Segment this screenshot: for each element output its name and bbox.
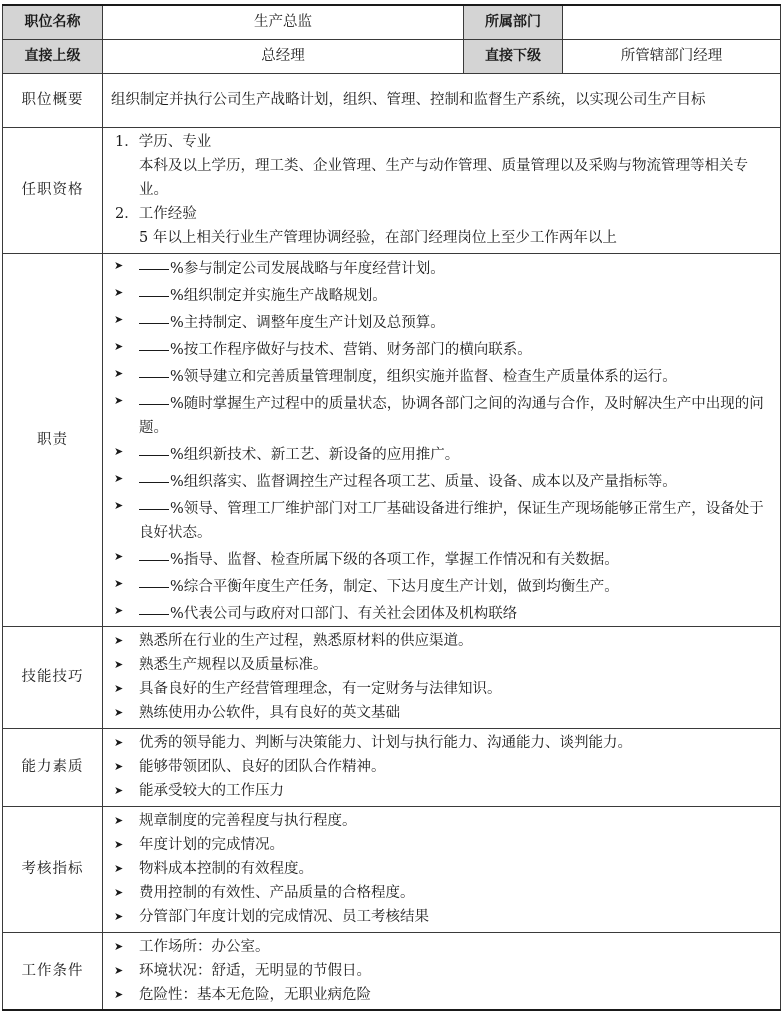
arrowhead-bullet-icon: ➤ [114, 784, 124, 797]
percent-blank [139, 440, 169, 456]
percent-blank [139, 389, 169, 405]
duties-label: 职责 [3, 253, 103, 626]
duty-item: ➤ %领导建立和完善质量管理制度，组织实施并监督、检查生产质量体系的运行。 [111, 362, 772, 389]
department-value [563, 5, 781, 39]
kpi-item: ➤ 分管部门年度计划的完成情况、员工考核结果 [111, 905, 772, 929]
position-name-label: 职位名称 [3, 5, 103, 39]
row-qualifications [3, 127, 781, 253]
duty-item: ➤ %代表公司与政府对口部门、有关社会团体及机构联络 [111, 599, 772, 626]
condition-item: ➤ 环境状况：舒适，无明显的节假日。 [111, 959, 772, 983]
duty-item: ➤ %领导、管理工厂维护部门对工厂基础设备进行维护，保证生产现场能够正常生产，设备处于良好状态。 [111, 494, 772, 545]
arrowhead-bullet-icon: ➤ [114, 987, 124, 1001]
row-position [3, 5, 781, 39]
arrowhead-bullet-icon: ➤ [114, 258, 124, 272]
duty-item: ➤ %随时掌握生产过程中的质量状态，协调各部门之间的沟通与合作，及时解决生产中出现的问题。 [111, 389, 772, 440]
conditions-cell [103, 932, 781, 1010]
arrowhead-bullet-icon: ➤ [114, 339, 124, 353]
ability-item: ➤ 能够带领团队、良好的团队合作精神。 [111, 755, 772, 779]
percent-blank [139, 572, 169, 588]
percent-blank [139, 254, 169, 270]
arrowhead-bullet-icon: ➤ [114, 963, 124, 977]
arrowhead-bullet-icon: ➤ [114, 814, 124, 827]
percent-blank [139, 335, 169, 351]
kpis-cell [103, 806, 781, 932]
kpi-item: ➤ 费用控制的有效性、产品质量的合格程度。 [111, 881, 772, 905]
row-kpis [3, 806, 781, 932]
row-skills [3, 626, 781, 728]
qualifications-label: 任职资格 [3, 127, 103, 253]
experience-heading: 2．工作经验 [115, 206, 197, 222]
arrowhead-bullet-icon: ➤ [114, 366, 124, 380]
condition-item: ➤ 工作场所：办公室。 [111, 935, 772, 959]
abilities-label: 能力素质 [3, 728, 103, 806]
kpi-item: ➤ 物料成本控制的有效程度。 [111, 857, 772, 881]
duty-item: ➤ %组织新技术、新工艺、新设备的应用推广。 [111, 440, 772, 467]
duty-item: ➤ %综合平衡年度生产任务，制定、下达月度生产计划，做到均衡生产。 [111, 572, 772, 599]
job-description-table [2, 4, 781, 1011]
row-conditions [3, 932, 781, 1010]
superior-label: 直接上级 [3, 39, 103, 73]
arrowhead-bullet-icon: ➤ [114, 706, 124, 719]
kpi-item: ➤ 规章制度的完善程度与执行程度。 [111, 809, 772, 833]
arrowhead-bullet-icon: ➤ [114, 312, 124, 326]
percent-blank [139, 545, 169, 561]
arrowhead-bullet-icon: ➤ [114, 603, 124, 617]
qualifications-cell [103, 127, 781, 253]
row-duties [3, 253, 781, 626]
skill-item: ➤ 具备良好的生产经营管理理念，有一定财务与法律知识。 [111, 677, 772, 701]
duty-item: ➤ %指导、监督、检查所属下级的各项工作，掌握工作情况和有关数据。 [111, 545, 772, 572]
skills-label: 技能技巧 [3, 626, 103, 728]
skill-item: ➤ 熟悉生产规程以及质量标准。 [111, 653, 772, 677]
ability-item: ➤ 优秀的领导能力、判断与决策能力、计划与执行能力、沟通能力、谈判能力。 [111, 731, 772, 755]
percent-blank [139, 599, 169, 615]
duty-item: ➤ %组织制定并实施生产战略规划。 [111, 281, 772, 308]
arrowhead-bullet-icon: ➤ [114, 838, 124, 851]
experience-text: 5 年以上相关行业生产管理协调经验，在部门经理岗位上至少工作两年以上 [139, 230, 617, 246]
subordinate-label: 直接下级 [464, 39, 563, 73]
skills-cell [103, 626, 781, 728]
department-label: 所属部门 [464, 5, 563, 39]
kpis-label: 考核指标 [3, 806, 103, 932]
education-heading: 1．学历、专业 [115, 134, 212, 150]
arrowhead-bullet-icon: ➤ [114, 634, 124, 647]
subordinate-value: 所管辖部门经理 [563, 39, 781, 73]
arrowhead-bullet-icon: ➤ [114, 393, 124, 407]
row-overview [3, 73, 781, 127]
position-name-value: 生产总监 [103, 5, 464, 39]
duties-cell [103, 253, 781, 626]
arrowhead-bullet-icon: ➤ [114, 760, 124, 773]
percent-blank [139, 308, 169, 324]
abilities-cell [103, 728, 781, 806]
arrowhead-bullet-icon: ➤ [114, 939, 124, 953]
duty-item: ➤ %组织落实、监督调控生产过程各项工艺、质量、设备、成本以及产量指标等。 [111, 467, 772, 494]
superior-value: 总经理 [103, 39, 464, 73]
skill-item: ➤ 熟练使用办公软件，具有良好的英文基础 [111, 701, 772, 725]
duty-item: ➤ %按工作程序做好与技术、营销、财务部门的横向联系。 [111, 335, 772, 362]
arrowhead-bullet-icon: ➤ [114, 886, 124, 899]
arrowhead-bullet-icon: ➤ [114, 471, 124, 485]
row-reporting [3, 39, 781, 73]
kpi-item: ➤ 年度计划的完成情况。 [111, 833, 772, 857]
arrowhead-bullet-icon: ➤ [114, 682, 124, 695]
percent-blank [139, 467, 169, 483]
arrowhead-bullet-icon: ➤ [114, 444, 124, 458]
percent-blank [139, 494, 169, 510]
arrowhead-bullet-icon: ➤ [114, 736, 124, 749]
arrowhead-bullet-icon: ➤ [114, 658, 124, 671]
education-text: 本科及以上学历，理工类、企业管理、生产与动作管理、质量管理以及采购与物流管理等相关专业。 [139, 158, 748, 198]
arrowhead-bullet-icon: ➤ [114, 910, 124, 923]
condition-item: ➤ 危险性：基本无危险，无职业病危险 [111, 983, 772, 1007]
arrowhead-bullet-icon: ➤ [114, 862, 124, 875]
ability-item: ➤ 能承受较大的工作压力 [111, 779, 772, 803]
percent-blank [139, 281, 169, 297]
duty-item: ➤ %参与制定公司发展战略与年度经营计划。 [111, 254, 772, 281]
arrowhead-bullet-icon: ➤ [114, 498, 124, 512]
row-abilities [3, 728, 781, 806]
arrowhead-bullet-icon: ➤ [114, 285, 124, 299]
duty-item: ➤ %主持制定、调整年度生产计划及总预算。 [111, 308, 772, 335]
arrowhead-bullet-icon: ➤ [114, 576, 124, 590]
overview-label: 职位概要 [3, 73, 103, 127]
skill-item: ➤ 熟悉所在行业的生产过程，熟悉原材料的供应渠道。 [111, 629, 772, 653]
overview-text: 组织制定并执行公司生产战略计划，组织、管理、控制和监督生产系统，以实现公司生产目标 [103, 73, 781, 127]
arrowhead-bullet-icon: ➤ [114, 549, 124, 563]
percent-blank [139, 362, 169, 378]
conditions-label: 工作条件 [3, 932, 103, 1010]
